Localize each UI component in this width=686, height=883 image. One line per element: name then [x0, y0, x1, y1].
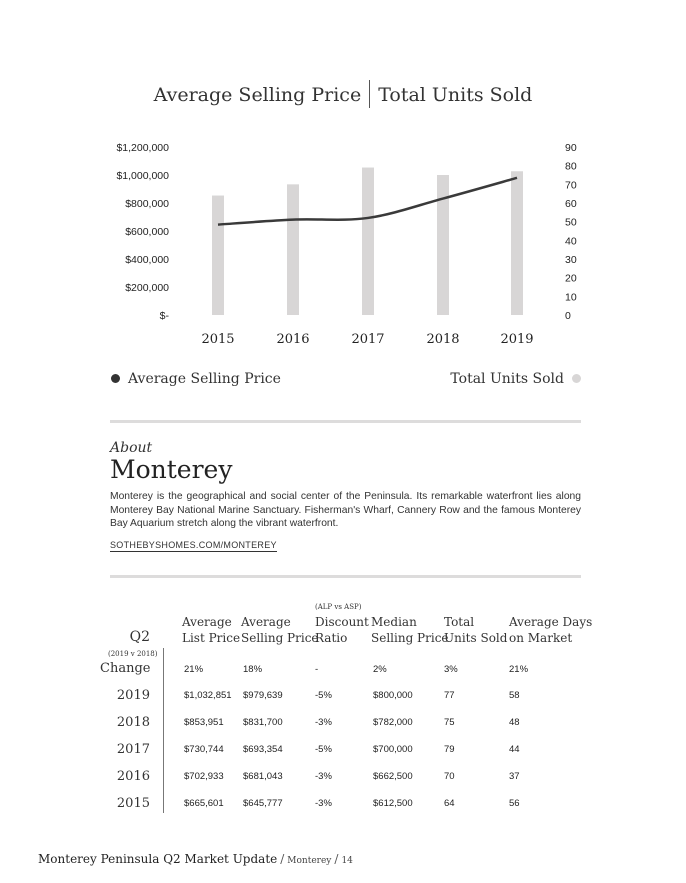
footer-slash: /: [280, 852, 285, 866]
x-tick-2018: 2018: [426, 332, 460, 347]
about-link[interactable]: SOTHEBYSHOMES.COM/MONTEREY: [110, 540, 277, 550]
footer-page: 14: [341, 856, 353, 866]
change-cell: 21%: [184, 664, 204, 675]
combo-chart: [0, 0, 686, 420]
right-axis-tick: 70: [565, 179, 577, 192]
table-cell: 77: [444, 690, 455, 701]
table-cell: $645,777: [243, 798, 283, 809]
column-header-line1: Average Days: [509, 615, 593, 629]
table-cell: -3%: [315, 771, 332, 782]
left-axis-tick: $400,000: [125, 254, 169, 266]
table-cell: -5%: [315, 690, 332, 701]
left-axis-tick: $1,200,000: [116, 142, 169, 154]
chart-title-left: Average Selling Price: [153, 84, 362, 106]
table-cell: $800,000: [373, 690, 413, 701]
chart-title-right: Total Units Sold: [378, 84, 533, 106]
change-cell: 21%: [509, 664, 529, 675]
table-cell: 58: [509, 690, 520, 701]
table-cell: 75: [444, 717, 455, 728]
table-cell: -5%: [315, 744, 332, 755]
table-cell: -3%: [315, 717, 332, 728]
table-cell: $831,700: [243, 717, 283, 728]
row-year: 2017: [116, 742, 150, 757]
column-header-line2: Selling Price: [371, 631, 449, 645]
table-cell: 37: [509, 771, 520, 782]
divider-bottom: [110, 575, 581, 578]
right-axis-tick: 40: [565, 235, 577, 248]
right-axis-tick: 50: [565, 216, 577, 229]
column-header-line2: Units Sold: [444, 631, 508, 645]
table-cell: $681,043: [243, 771, 283, 782]
right-axis-tick: 20: [565, 272, 577, 285]
footer-slash: /: [334, 852, 339, 866]
change-cell: -: [315, 664, 319, 675]
table-cell: $700,000: [373, 744, 413, 755]
table-cell: 70: [444, 771, 455, 782]
x-tick-2019: 2019: [500, 332, 534, 347]
row-year: 2019: [116, 688, 150, 703]
table-cell: $662,500: [373, 771, 413, 782]
change-cell: 18%: [243, 664, 263, 675]
x-tick-2017: 2017: [351, 332, 385, 347]
bar-2017: [362, 168, 374, 315]
table-cell: $612,500: [373, 798, 413, 809]
discount-note: (ALP vs ASP): [315, 603, 362, 611]
table-cell: 48: [509, 717, 520, 728]
column-header-line1: Discount: [315, 615, 369, 629]
change-cell: 2%: [373, 664, 387, 675]
legend-dot-light: [572, 374, 581, 383]
table-vertical-rule: [163, 648, 164, 813]
footer-title: Monterey Peninsula Q2 Market Update: [38, 852, 278, 866]
row-year: 2016: [116, 769, 150, 784]
column-header-line2: List Price: [182, 631, 241, 645]
column-header-line2: Selling Price: [241, 631, 319, 645]
table-corner-q2: Q2: [129, 629, 150, 645]
about-label: About: [110, 440, 153, 456]
bar-2016: [287, 184, 299, 315]
table-cell: $979,639: [243, 690, 283, 701]
table-cell: $853,951: [184, 717, 224, 728]
about-title: Monterey: [110, 455, 233, 484]
x-tick-2016: 2016: [276, 332, 310, 347]
about-text: Monterey is the geographical and social center of the Peninsula. Its remarkable waterfront lies along Monterey Bay National Marine Sanctuary. Fisherman's Wharf, Cannery Row and the famous Monterey Bay Aquarium stretch along the vibrant waterfront.: [110, 491, 581, 529]
table-cell: $702,933: [184, 771, 224, 782]
legend-dot-dark: [111, 374, 120, 383]
divider-top: [110, 420, 581, 423]
table-cell: $1,032,851: [184, 690, 232, 701]
column-header-line1: Average: [241, 615, 291, 629]
change-cell: 3%: [444, 664, 458, 675]
x-tick-2015: 2015: [201, 332, 235, 347]
row-year: 2018: [116, 715, 150, 730]
right-axis-tick: 80: [565, 160, 577, 173]
bar-2015: [212, 196, 224, 315]
table-cell: 64: [444, 798, 455, 809]
right-axis-tick: 90: [565, 142, 577, 154]
left-axis-tick: $1,000,000: [116, 170, 169, 182]
right-axis-tick: 30: [565, 254, 577, 266]
legend-left-label: Average Selling Price: [128, 371, 281, 387]
bar-2018: [437, 175, 449, 315]
bar-2019: [511, 171, 523, 315]
table-cell: $665,601: [184, 798, 224, 809]
column-header-line2: Ratio: [315, 631, 348, 645]
right-axis-tick: 0: [565, 310, 571, 322]
table-cell: $693,354: [243, 744, 283, 755]
right-axis-tick: 10: [565, 291, 577, 304]
table-cell: $730,744: [184, 744, 224, 755]
right-axis-tick: 60: [565, 198, 577, 210]
column-header-line1: Average: [182, 615, 232, 629]
table-cell: 79: [444, 744, 455, 755]
table-cell: -3%: [315, 798, 332, 809]
column-header-line1: Total: [444, 615, 475, 629]
footer-section: Monterey: [287, 856, 332, 866]
left-axis-tick: $200,000: [125, 282, 169, 294]
table-cell: 56: [509, 798, 520, 809]
change-label: Change: [100, 661, 151, 676]
left-axis-tick: $600,000: [125, 226, 169, 238]
legend-right-label: Total Units Sold: [450, 371, 564, 387]
left-axis-tick: $-: [159, 310, 169, 322]
change-note: (2019 v 2018): [108, 650, 158, 658]
left-axis-tick: $800,000: [125, 198, 169, 210]
legend-avg-selling-price: [111, 371, 281, 387]
row-year: 2015: [116, 796, 150, 811]
column-header-line2: on Market: [509, 631, 573, 645]
legend-total-units: [450, 371, 581, 387]
table-cell: $782,000: [373, 717, 413, 728]
footer: [38, 852, 353, 866]
table-cell: 44: [509, 744, 520, 755]
column-header-line1: Median: [371, 615, 417, 629]
